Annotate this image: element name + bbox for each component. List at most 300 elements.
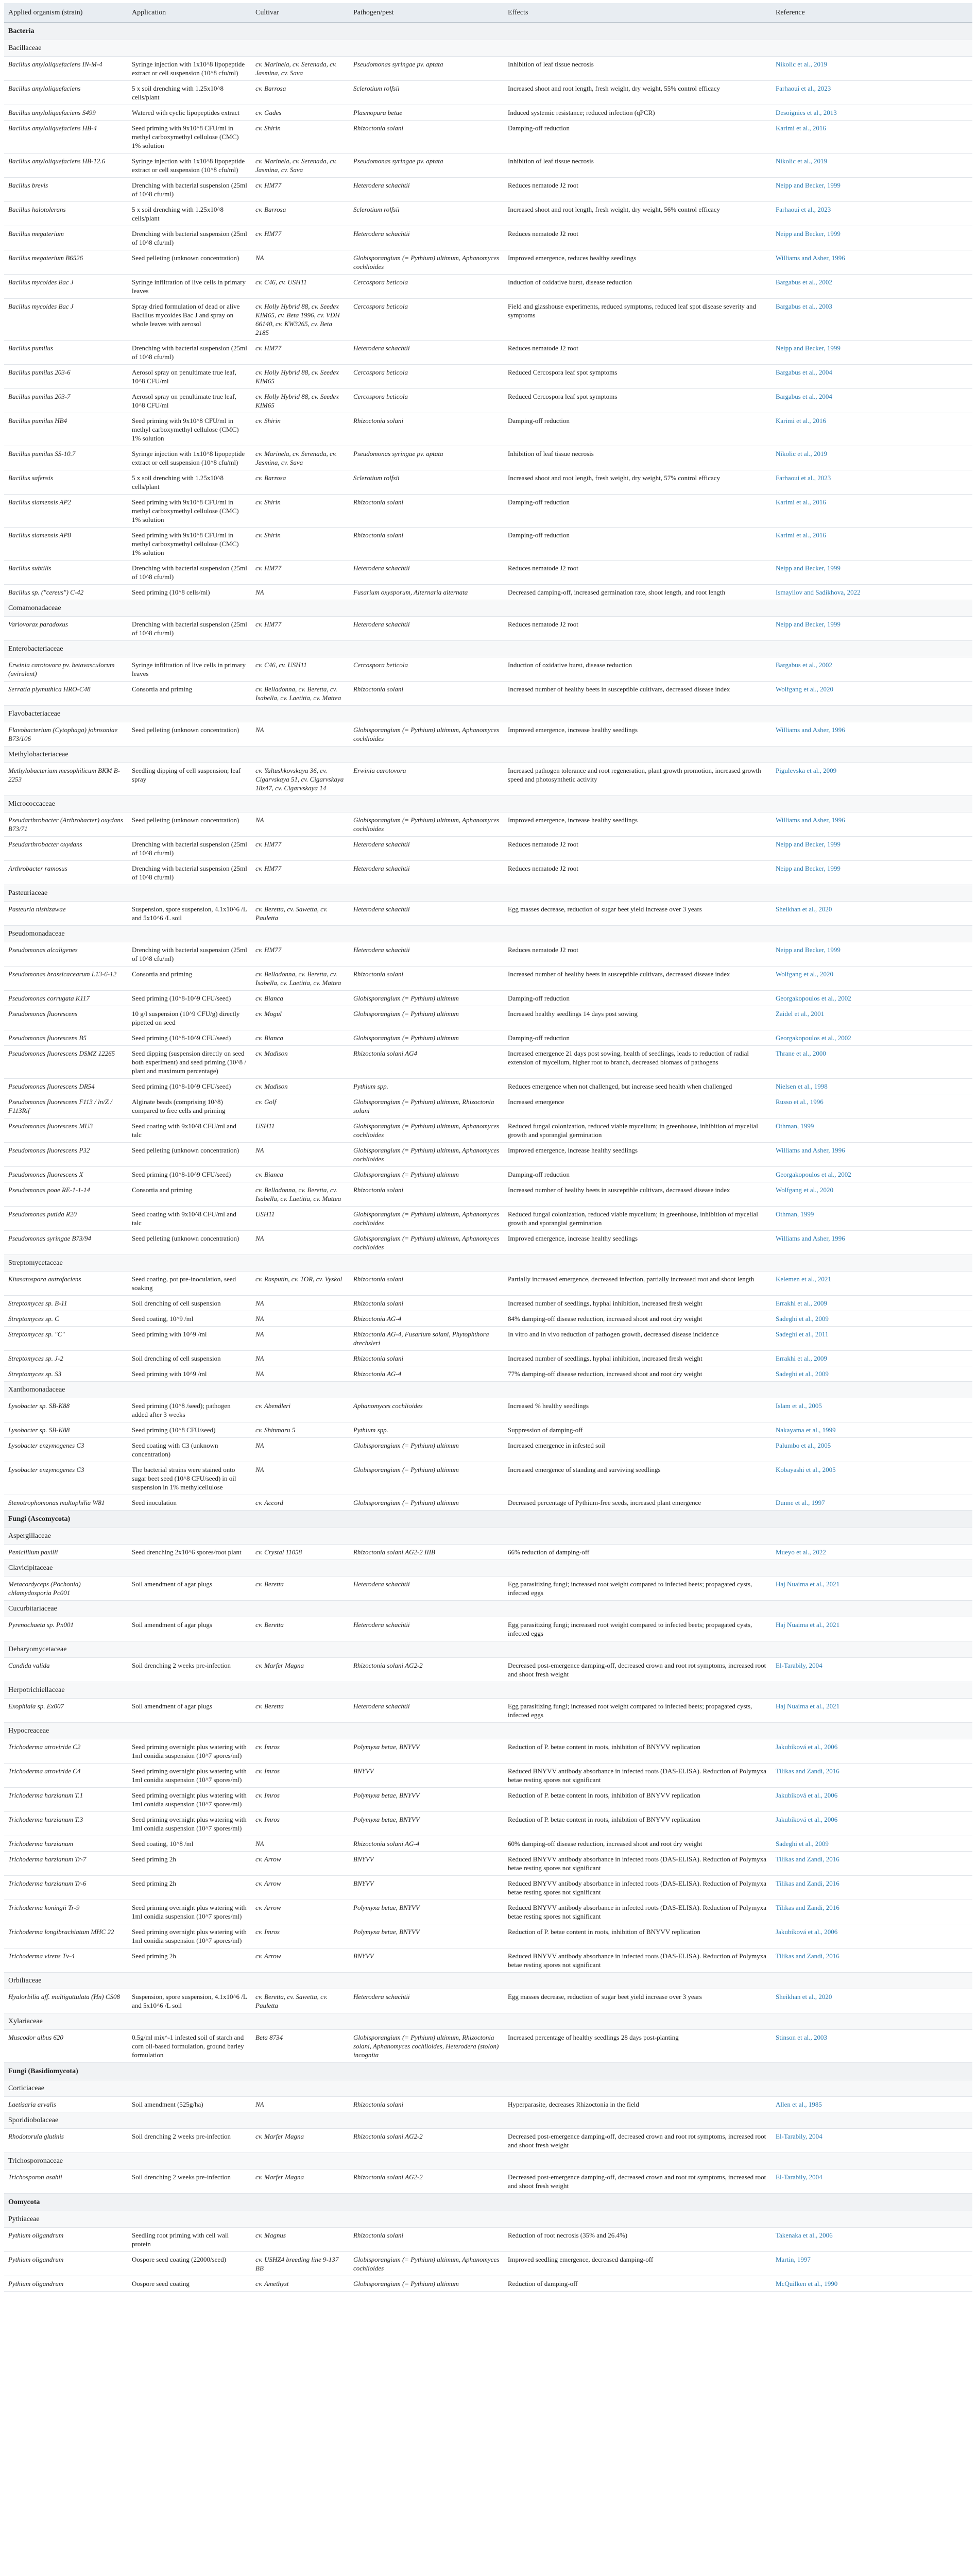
family-title: Debaryomycetaceae — [4, 1641, 972, 1658]
cell-cultivar: NA — [251, 1327, 349, 1351]
table-row — [4, 1924, 972, 1948]
cell-effects: Reduction of root necrosis (35% and 26.4%) — [504, 2228, 772, 2252]
cell-pathogen: Globisporangium (= Pythium) ultimum, Aphanomyces cochlioides — [349, 1231, 504, 1255]
cell-reference[interactable]: Karimi et al., 2016 — [772, 121, 972, 154]
cell-reference[interactable]: McQuilken et al., 1990 — [772, 2276, 972, 2292]
cell-organism: Bacillus subtilis — [4, 561, 128, 585]
cell-pathogen: Rhizoctonia solani AG4 — [349, 1046, 504, 1079]
cell-pathogen: Pythium spp. — [349, 1422, 504, 1438]
cell-effects: Reduced Cercospora leaf spot symptoms — [504, 389, 772, 413]
cell-cultivar: cv. Bianca — [251, 1030, 349, 1046]
cell-effects: Reduces nematode J2 root — [504, 341, 772, 365]
family-row — [4, 796, 972, 812]
cell-application: Drenching with bacterial suspension (25ml of 10^8 cfu/ml) — [128, 617, 251, 641]
cell-effects: Decreased percentage of Pythium-free seeds, increased plant emergence — [504, 1495, 772, 1511]
table-row — [4, 991, 972, 1006]
cell-application: Syringe infiltration of live cells in primary leaves — [128, 275, 251, 299]
family-title: Micrococcaceae — [4, 796, 972, 812]
family-row — [4, 1560, 972, 1577]
table-row — [4, 1699, 972, 1723]
cell-reference[interactable]: Georgakopoulos et al., 2002 — [772, 991, 972, 1006]
cell-organism: Metacordyceps (Pochonia) chlamydosporia Pc001 — [4, 1577, 128, 1601]
cell-application: Seed drenching 2x10^6 spores/root plant — [128, 1545, 251, 1560]
cell-reference[interactable]: Nikolic et al., 2019 — [772, 154, 972, 178]
cell-organism: Bacillus halotolerans — [4, 202, 128, 226]
cell-reference[interactable]: Farhaoui et al., 2023 — [772, 81, 972, 105]
cell-reference[interactable]: Neipp and Becker, 1999 — [772, 561, 972, 585]
table-row — [4, 2276, 972, 2292]
cell-cultivar: cv. HM77 — [251, 341, 349, 365]
cell-organism: Bacillus pumilus SS-10.7 — [4, 446, 128, 470]
cell-effects: Hyperparasite, decreases Rhizoctonia in the field — [504, 2097, 772, 2112]
cell-reference[interactable]: Bargabus et al., 2003 — [772, 299, 972, 341]
table-row — [4, 1739, 972, 1764]
cell-reference[interactable]: Desoignies et al., 2013 — [772, 105, 972, 121]
cell-cultivar: USH11 — [251, 1118, 349, 1143]
family-row — [4, 2153, 972, 2170]
cell-application: Seed priming (10^8-10^9 CFU/seed) — [128, 1167, 251, 1182]
cell-effects: Decreased post-emergence damping-off, decreased crown and root rot symptoms, increased root and shoot fresh weight — [504, 2170, 772, 2194]
cell-pathogen: Rhizoctonia solani — [349, 2228, 504, 2252]
cell-organism: Lysobacter sp. SB-K88 — [4, 1422, 128, 1438]
cell-pathogen: Heterodera schachtii — [349, 902, 504, 926]
cell-pathogen: Rhizoctonia solani — [349, 121, 504, 154]
family-row — [4, 2013, 972, 2030]
family-row — [4, 1601, 972, 1617]
cell-pathogen: Sclerotium rolfsii — [349, 81, 504, 105]
table-row — [4, 2252, 972, 2276]
cell-cultivar: cv. Shinmaru 5 — [251, 1422, 349, 1438]
cell-reference[interactable]: Williams and Asher, 1996 — [772, 250, 972, 275]
family-title: Sporidiobolaceae — [4, 2112, 972, 2129]
cell-reference[interactable]: Errakhi et al., 2009 — [772, 1296, 972, 1311]
cell-pathogen: Rhizoctonia solani — [349, 495, 504, 528]
cell-reference[interactable]: El-Tarabily, 2004 — [772, 2170, 972, 2194]
cell-reference[interactable]: Jakubíková et al., 2006 — [772, 1812, 972, 1836]
cell-pathogen: Rhizoctonia AG-4 — [349, 1311, 504, 1327]
cell-application: Seed pelleting (unknown concentration) — [128, 722, 251, 747]
family-title: Xanthomonadaceae — [4, 1382, 972, 1398]
cell-cultivar: cv. Marinela, cv. Serenada, cv. Jasmina, cv. Sava — [251, 154, 349, 178]
family-title: Comamonadaceae — [4, 600, 972, 617]
cell-reference[interactable]: Karimi et al., 2016 — [772, 495, 972, 528]
cell-organism: Exophiala sp. Ex007 — [4, 1699, 128, 1723]
cell-reference[interactable]: Georgakopoulos et al., 2002 — [772, 1167, 972, 1182]
cell-reference[interactable]: Karimi et al., 2016 — [772, 528, 972, 561]
cell-pathogen: Heterodera schachtii — [349, 226, 504, 250]
cell-cultivar: cv. Amethyst — [251, 2276, 349, 2292]
cell-organism: Bacillus amyloliquefaciens HB-4 — [4, 121, 128, 154]
cell-cultivar: cv. Yaltushkovskaya 36, cv. Cigarvskaya 51, cv. Cigarvskaya 18x47, cv. Cigarvskaya 14 — [251, 763, 349, 796]
cell-pathogen: Heterodera schachtii — [349, 1617, 504, 1641]
cell-reference[interactable]: Othman, 1999 — [772, 1118, 972, 1143]
cell-effects: Reduced BNYVV antibody absorbance in infected roots (DAS-ELISA). Reduction of Polymyxa betae resting spores not significant — [504, 1852, 772, 1876]
cell-application: Soil drenching of cell suspension — [128, 1351, 251, 1366]
cell-reference[interactable]: Stinson et al., 2003 — [772, 2030, 972, 2063]
cell-reference[interactable]: Jakubíková et al., 2006 — [772, 1739, 972, 1764]
cell-cultivar: cv. Imros — [251, 1739, 349, 1764]
table-row — [4, 1272, 972, 1296]
cell-organism: Muscodor albus 620 — [4, 2030, 128, 2063]
table-row — [4, 57, 972, 81]
cell-pathogen: Globisporangium (= Pythium) ultimum — [349, 2276, 504, 2292]
cell-organism: Trichoderma longibrachiatum MHC 22 — [4, 1924, 128, 1948]
cell-reference[interactable]: El-Tarabily, 2004 — [772, 1658, 972, 1682]
table-row — [4, 967, 972, 991]
cell-reference[interactable]: Haj Nuaima et al., 2021 — [772, 1577, 972, 1601]
family-title: Bacillaceae — [4, 40, 972, 57]
cell-application: Seed coating with C3 (unknown concentration) — [128, 1438, 251, 1462]
cell-reference[interactable]: Kobayashi et al., 2005 — [772, 1462, 972, 1495]
cell-reference[interactable]: Dunne et al., 1997 — [772, 1495, 972, 1511]
cell-cultivar: cv. Mogul — [251, 1006, 349, 1030]
table-row — [4, 1296, 972, 1311]
cell-organism: Lysobacter enzymogenes C3 — [4, 1462, 128, 1495]
cell-effects: Reduction of P. betae content in roots, inhibition of BNYVV replication — [504, 1924, 772, 1948]
cell-effects: Decreased post-emergence damping-off, decreased crown and root rot symptoms, increased root and shoot fresh weight — [504, 1658, 772, 1682]
cell-effects: Reduces nematode J2 root — [504, 837, 772, 861]
cell-effects: Inhibition of leaf tissue necrosis — [504, 446, 772, 470]
cell-organism: Stenotrophomonas maltophilia W81 — [4, 1495, 128, 1511]
cell-reference[interactable]: Jakubíková et al., 2006 — [772, 1924, 972, 1948]
cell-effects: Reduces nematode J2 root — [504, 861, 772, 885]
cell-reference[interactable]: Nakayama et al., 1999 — [772, 1422, 972, 1438]
cell-organism: Pseudomonas corrugata K117 — [4, 991, 128, 1006]
cell-reference[interactable]: Tilikas and Zandi, 2016 — [772, 1852, 972, 1876]
cell-effects: Increased pathogen tolerance and root regeneration, plant growth promotion, increased growth speed and photosynthetic activity — [504, 763, 772, 796]
table-row — [4, 1030, 972, 1046]
cell-effects: Induction of oxidative burst, disease reduction — [504, 275, 772, 299]
cell-effects: Increased healthy seedlings 14 days post sowing — [504, 1006, 772, 1030]
table-row — [4, 2228, 972, 2252]
header-organism: Applied organism (strain) — [4, 3, 128, 23]
table-row — [4, 1764, 972, 1788]
table-row — [4, 275, 972, 299]
cell-reference[interactable]: Takenaka et al., 2006 — [772, 2228, 972, 2252]
cell-reference[interactable]: Kelemen et al., 2021 — [772, 1272, 972, 1296]
cell-organism: Rhodotorula glutinis — [4, 2129, 128, 2153]
cell-pathogen: Polymyxa betae, BNYVV — [349, 1739, 504, 1764]
cell-reference[interactable]: Neipp and Becker, 1999 — [772, 226, 972, 250]
cell-reference[interactable]: Neipp and Becker, 1999 — [772, 837, 972, 861]
cell-pathogen: BNYVV — [349, 1764, 504, 1788]
cell-organism: Pseudarthrobacter (Arthrobacter) oxydans B73/71 — [4, 812, 128, 837]
cell-reference[interactable]: Sheikhan et al., 2020 — [772, 902, 972, 926]
cell-effects: Increased number of seedlings, hyphal inhibition, increased fresh weight — [504, 1296, 772, 1311]
cell-effects: Reduced BNYVV antibody absorbance in infected roots (DAS-ELISA). Reduction of Polymyxa betae resting spores not significant — [504, 1764, 772, 1788]
cell-organism: Pasteuria nishizawae — [4, 902, 128, 926]
cell-cultivar: cv. Golf — [251, 1094, 349, 1118]
cell-cultivar: cv. Rasputin, cv. TOR, cv. Vyskol — [251, 1272, 349, 1296]
cell-reference[interactable]: Williams and Asher, 1996 — [772, 1143, 972, 1167]
cell-effects: Increased number of seedlings, hyphal inhibition, increased fresh weight — [504, 1351, 772, 1366]
cell-reference[interactable]: Bargabus et al., 2004 — [772, 389, 972, 413]
family-title: Pseudomonadaceae — [4, 926, 972, 942]
cell-organism: Erwinia carotovora pv. betavasculorum (avirulent) — [4, 657, 128, 682]
cell-pathogen: Plasmopara betae — [349, 105, 504, 121]
cell-cultivar: NA — [251, 1836, 349, 1852]
cell-cultivar: NA — [251, 1231, 349, 1255]
cell-organism: Pseudomonas fluorescens DSMZ 12265 — [4, 1046, 128, 1079]
cell-effects: Damping-off reduction — [504, 495, 772, 528]
page — [4, 3, 972, 2292]
cell-effects: Increased emergence 21 days post sowing, health of seedlings, leads to reduction of radial extension of mycelium, higher root to branch, decreased biomass of pathogens — [504, 1046, 772, 1079]
cell-pathogen: Globisporangium (= Pythium) ultimum, Aphanomyces cochlioides — [349, 812, 504, 837]
cell-reference[interactable]: Neipp and Becker, 1999 — [772, 942, 972, 967]
family-row — [4, 40, 972, 57]
cell-application: Seed priming with 10^9 /ml — [128, 1327, 251, 1351]
cell-organism: Serratia plymuthica HRO-C48 — [4, 682, 128, 706]
table-row — [4, 1812, 972, 1836]
cell-reference[interactable]: Neipp and Becker, 1999 — [772, 341, 972, 365]
cell-effects: Increased percentage of healthy seedlings 28 days post-planting — [504, 2030, 772, 2063]
table-row — [4, 1876, 972, 1900]
cell-reference[interactable]: Sadeghi et al., 2011 — [772, 1327, 972, 1351]
table-row — [4, 250, 972, 275]
cell-reference[interactable]: Othman, 1999 — [772, 1207, 972, 1231]
cell-pathogen: Aphanomyces cochlioides — [349, 1398, 504, 1422]
cell-application: Soil drenching of cell suspension — [128, 1296, 251, 1311]
cell-effects: Reduces nematode J2 root — [504, 178, 772, 202]
cell-reference[interactable]: Wolfgang et al., 2020 — [772, 1182, 972, 1207]
cell-effects: Reduces nematode J2 root — [504, 942, 772, 967]
cell-reference[interactable]: Karimi et al., 2016 — [772, 413, 972, 446]
cell-pathogen: Pseudomonas syringae pv. aptata — [349, 57, 504, 81]
table-row — [4, 837, 972, 861]
cell-reference[interactable]: Sheikhan et al., 2020 — [772, 1989, 972, 2013]
cell-cultivar: cv. HM77 — [251, 561, 349, 585]
table-row — [4, 446, 972, 470]
cell-reference[interactable]: Williams and Asher, 1996 — [772, 1231, 972, 1255]
cell-pathogen: Heterodera schachtii — [349, 178, 504, 202]
cell-reference[interactable]: Williams and Asher, 1996 — [772, 722, 972, 747]
cell-cultivar: cv. Beretta, cv. Sawetta, cv. Pauletta — [251, 1989, 349, 2013]
cell-pathogen: Cercospora beticola — [349, 275, 504, 299]
family-row — [4, 1255, 972, 1272]
cell-cultivar: cv. Bianca — [251, 1167, 349, 1182]
cell-cultivar: cv. HM77 — [251, 178, 349, 202]
table-row — [4, 178, 972, 202]
cell-application: The bacterial strains were stained onto sugar beet seed (10^8 CFU/seed) in oil suspension in 1% methylcellulose — [128, 1462, 251, 1495]
cell-pathogen: Rhizoctonia solani — [349, 1272, 504, 1296]
cell-cultivar: cv. Beretta — [251, 1617, 349, 1641]
cell-reference[interactable]: Nielsen et al., 1998 — [772, 1079, 972, 1094]
table-row — [4, 617, 972, 641]
cell-effects: Egg parasitizing fungi; increased root weight compared to infected beets; propagated cysts, infected eggs — [504, 1699, 772, 1723]
cell-application: Seed inoculation — [128, 1495, 251, 1511]
cell-cultivar: cv. Imros — [251, 1764, 349, 1788]
family-row — [4, 600, 972, 617]
cell-organism: Trichoderma atroviride C4 — [4, 1764, 128, 1788]
cell-effects: Inhibition of leaf tissue necrosis — [504, 57, 772, 81]
cell-effects: Reduced Cercospora leaf spot symptoms — [504, 365, 772, 389]
cell-cultivar: cv. USHZ4 breeding line 9-137 BB — [251, 2252, 349, 2276]
cell-reference[interactable]: Islam et al., 2005 — [772, 1398, 972, 1422]
cell-reference[interactable]: Farhaoui et al., 2023 — [772, 202, 972, 226]
cell-reference[interactable]: Errakhi et al., 2009 — [772, 1351, 972, 1366]
cell-organism: Bacillus pumilus 203-7 — [4, 389, 128, 413]
cell-application: Syringe injection with 1x10^8 lipopeptide extract or cell suspension (10^8 cfu/ml) — [128, 446, 251, 470]
cell-effects: Reduction of P. betae content in roots, inhibition of BNYVV replication — [504, 1812, 772, 1836]
cell-reference[interactable]: Neipp and Becker, 1999 — [772, 861, 972, 885]
table-row — [4, 470, 972, 495]
table-row — [4, 1118, 972, 1143]
cell-application: Seed dipping (suspension directly on seed both experiment) and seed priming (10^8 / plant and maximum percentage) — [128, 1046, 251, 1079]
cell-effects: Reduced fungal colonization, reduced viable mycelium; in greenhouse, inhibition of mycelial growth and sporangial germination — [504, 1118, 772, 1143]
cell-effects: Increased shoot and root length, fresh weight, dry weight, 56% control efficacy — [504, 202, 772, 226]
cell-organism: Trichoderma koningii Tr-9 — [4, 1900, 128, 1924]
cell-pathogen: Heterodera schachtii — [349, 837, 504, 861]
cell-reference[interactable]: Williams and Asher, 1996 — [772, 812, 972, 837]
cell-effects: Induced systemic resistance; reduced infection (qPCR) — [504, 105, 772, 121]
cell-application: Aerosol spray on penultimate true leaf, 10^8 CFU/ml — [128, 365, 251, 389]
cell-reference[interactable]: El-Tarabily, 2004 — [772, 2129, 972, 2153]
cell-reference[interactable]: Wolfgang et al., 2020 — [772, 682, 972, 706]
cell-application: Drenching with bacterial suspension (25ml of 10^8 cfu/ml) — [128, 861, 251, 885]
cell-reference[interactable]: Tilikas and Zandi, 2016 — [772, 1876, 972, 1900]
cell-effects: 66% reduction of damping-off — [504, 1545, 772, 1560]
table-row — [4, 1788, 972, 1812]
cell-pathogen: Globisporangium (= Pythium) ultimum, Aphanomyces cochlioides — [349, 1143, 504, 1167]
cell-reference[interactable]: Ismayilov and Sadikhova, 2022 — [772, 585, 972, 600]
table-row — [4, 1948, 972, 1973]
cell-reference[interactable]: Pigulevska et al., 2009 — [772, 763, 972, 796]
table-row — [4, 657, 972, 682]
cell-application: Watered with cyclic lipopeptides extract — [128, 105, 251, 121]
family-title: Xylariaceae — [4, 2013, 972, 2030]
cell-effects: Decreased damping-off, increased germination rate, shoot length, and root length — [504, 585, 772, 600]
cell-application: Seed priming (10^8 cells/ml) — [128, 585, 251, 600]
cell-pathogen: Rhizoctonia solani — [349, 1351, 504, 1366]
cell-reference[interactable]: Thrane et al., 2000 — [772, 1046, 972, 1079]
cell-organism: Bacillus brevis — [4, 178, 128, 202]
cell-application: Seed priming with 9x10^8 CFU/ml in methyl carboxymethyl cellulose (CMC) 1% solution — [128, 413, 251, 446]
cell-cultivar: cv. Imros — [251, 1788, 349, 1812]
cell-application: Drenching with bacterial suspension (25ml of 10^8 cfu/ml) — [128, 942, 251, 967]
cell-cultivar: cv. Bianca — [251, 991, 349, 1006]
cell-pathogen: Rhizoctonia solani — [349, 2097, 504, 2112]
cell-reference[interactable]: Sadeghi et al., 2009 — [772, 1836, 972, 1852]
table-row — [4, 1207, 972, 1231]
cell-cultivar: cv. Holly Hybrid 88, cv. Seedex KIM65 — [251, 389, 349, 413]
cell-reference[interactable]: Bargabus et al., 2002 — [772, 275, 972, 299]
cell-effects: Reduced BNYVV antibody absorbance in infected roots (DAS-ELISA). Reduction of Polymyxa betae resting spores not significant — [504, 1876, 772, 1900]
cell-application: 5 x soil drenching with 1.25x10^8 cells/plant — [128, 470, 251, 495]
cell-pathogen: Globisporangium (= Pythium) ultimum, Aphanomyces cochlioides — [349, 250, 504, 275]
cell-organism: Pseudomonas alcaligenes — [4, 942, 128, 967]
table-row — [4, 341, 972, 365]
cell-reference[interactable]: Russo et al., 1996 — [772, 1094, 972, 1118]
cell-effects: Reduces emergence when not challenged, but increase seed health when challenged — [504, 1079, 772, 1094]
cell-reference[interactable]: Jakubíková et al., 2006 — [772, 1788, 972, 1812]
cell-reference[interactable]: Georgakopoulos et al., 2002 — [772, 1030, 972, 1046]
cell-reference[interactable]: Haj Nuaima et al., 2021 — [772, 1699, 972, 1723]
cell-organism: Laetisaria arvalis — [4, 2097, 128, 2112]
cell-application: Soil drenching 2 weeks pre-infection — [128, 2129, 251, 2153]
cell-pathogen: Globisporangium (= Pythium) ultimum, Aphanomyces cochlioides — [349, 2252, 504, 2276]
cell-effects: Damping-off reduction — [504, 1030, 772, 1046]
cell-pathogen: Heterodera schachtii — [349, 1577, 504, 1601]
cell-application: Seed priming 2h — [128, 1852, 251, 1876]
cell-reference[interactable]: Tilikas and Zandi, 2016 — [772, 1764, 972, 1788]
cell-reference[interactable]: Bargabus et al., 2004 — [772, 365, 972, 389]
cell-cultivar: cv. Arrow — [251, 1900, 349, 1924]
cell-reference[interactable]: Bargabus et al., 2002 — [772, 657, 972, 682]
cell-cultivar: cv. Shirin — [251, 495, 349, 528]
cell-reference[interactable]: Allen et al., 1985 — [772, 2097, 972, 2112]
cell-pathogen: Globisporangium (= Pythium) ultimum — [349, 1438, 504, 1462]
cell-reference[interactable]: Neipp and Becker, 1999 — [772, 178, 972, 202]
cell-reference[interactable]: Sadeghi et al., 2009 — [772, 1311, 972, 1327]
cell-cultivar: cv. Marfer Magna — [251, 1658, 349, 1682]
cell-application: Seed pelleting (unknown concentration) — [128, 1143, 251, 1167]
cell-reference[interactable]: Neipp and Becker, 1999 — [772, 617, 972, 641]
cell-organism: Trichoderma harzianum T.3 — [4, 1812, 128, 1836]
cell-organism: Streptomyces sp. "C" — [4, 1327, 128, 1351]
cell-reference[interactable]: Sadeghi et al., 2009 — [772, 1366, 972, 1382]
cell-reference[interactable]: Haj Nuaima et al., 2021 — [772, 1617, 972, 1641]
header-effects: Effects — [504, 3, 772, 23]
cell-application: Drenching with bacterial suspension (25ml of 10^8 cfu/ml) — [128, 561, 251, 585]
cell-reference[interactable]: Wolfgang et al., 2020 — [772, 967, 972, 991]
cell-reference[interactable]: Tilikas and Zandi, 2016 — [772, 1900, 972, 1924]
cell-pathogen: Pseudomonas syringae pv. aptata — [349, 446, 504, 470]
cell-cultivar: cv. Arrow — [251, 1876, 349, 1900]
table-row — [4, 1327, 972, 1351]
cell-reference[interactable]: Mueyo et al., 2022 — [772, 1545, 972, 1560]
cell-pathogen: Cercospora beticola — [349, 657, 504, 682]
cell-organism: Bacillus pumilus HB4 — [4, 413, 128, 446]
cell-pathogen: Sclerotium rolfsii — [349, 470, 504, 495]
cell-application: Seed priming with 10^9 /ml — [128, 1366, 251, 1382]
family-row — [4, 926, 972, 942]
cell-pathogen: Heterodera schachtii — [349, 341, 504, 365]
cell-reference[interactable]: Nikolic et al., 2019 — [772, 57, 972, 81]
cell-reference[interactable]: Martin, 1997 — [772, 2252, 972, 2276]
cell-pathogen: Rhizoctonia AG-4, Fusarium solani, Phytophthora drechsleri — [349, 1327, 504, 1351]
cell-pathogen: BNYVV — [349, 1876, 504, 1900]
table-row — [4, 299, 972, 341]
cell-effects: Improved emergence, increase healthy seedlings — [504, 1143, 772, 1167]
table-row — [4, 1545, 972, 1560]
cell-reference[interactable]: Farhaoui et al., 2023 — [772, 470, 972, 495]
cell-cultivar: cv. Madison — [251, 1046, 349, 1079]
header-pathogen: Pathogen/pest — [349, 3, 504, 23]
cell-cultivar: cv. Barrosa — [251, 202, 349, 226]
section-row — [4, 2194, 972, 2211]
cell-application: Seed pelleting (unknown concentration) — [128, 250, 251, 275]
cell-reference[interactable]: Zaidel et al., 2001 — [772, 1006, 972, 1030]
table-row — [4, 942, 972, 967]
cell-pathogen: Globisporangium (= Pythium) ultimum, Aphanomyces cochlioides — [349, 1118, 504, 1143]
cell-pathogen: Heterodera schachtii — [349, 1699, 504, 1723]
cell-reference[interactable]: Tilikas and Zandi, 2016 — [772, 1948, 972, 1973]
cell-reference[interactable]: Palumbo et al., 2005 — [772, 1438, 972, 1462]
cell-reference[interactable]: Nikolic et al., 2019 — [772, 446, 972, 470]
family-title: Corticiaceae — [4, 2080, 972, 2097]
cell-application: Soil drenching 2 weeks pre-infection — [128, 2170, 251, 2194]
cell-organism: Pseudomonas fluorescens F113 / ln/Z / F113Rif — [4, 1094, 128, 1118]
cell-cultivar: NA — [251, 1143, 349, 1167]
cell-effects: Increased % healthy seedlings — [504, 1398, 772, 1422]
cell-cultivar: NA — [251, 1438, 349, 1462]
family-title: Flavobacteriaceae — [4, 706, 972, 722]
table-row — [4, 154, 972, 178]
cell-pathogen: Heterodera schachtii — [349, 617, 504, 641]
cell-application: Seed coating with 9x10^8 CFU/ml and talc — [128, 1207, 251, 1231]
header-cultivar: Cultivar — [251, 3, 349, 23]
family-row — [4, 747, 972, 763]
